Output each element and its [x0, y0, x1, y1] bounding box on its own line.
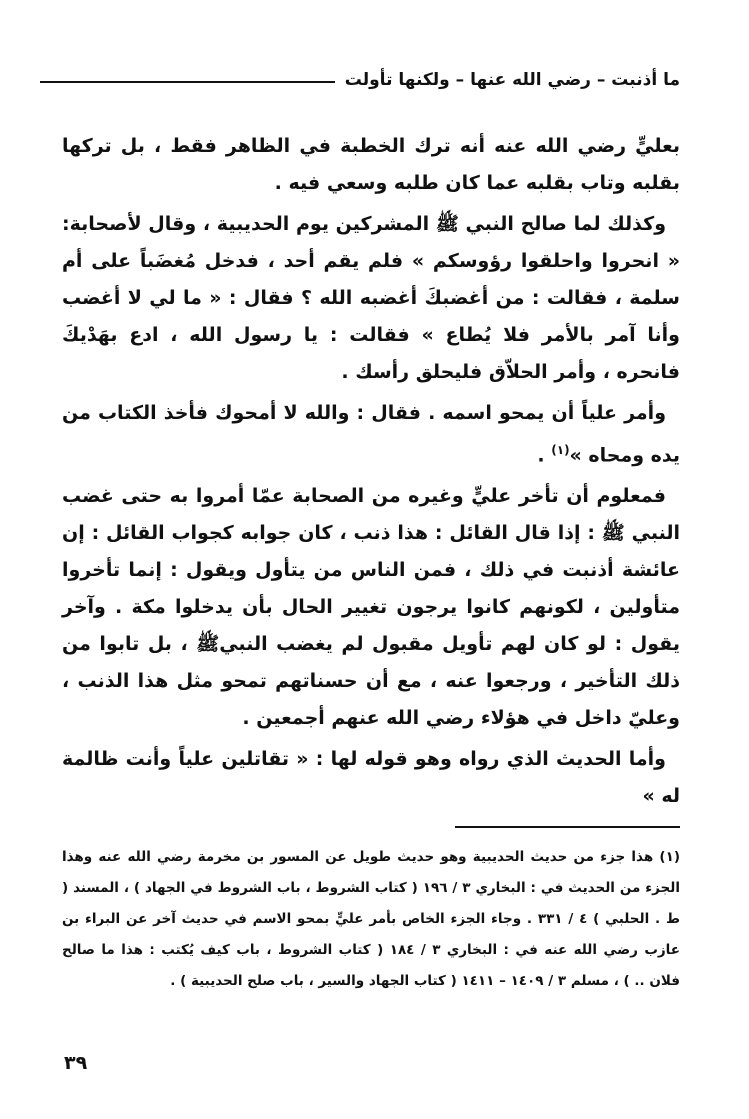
footnote-reference[interactable]: (١)	[551, 443, 570, 457]
main-text	[62, 128, 680, 819]
footnote-separator	[455, 826, 680, 828]
paragraph-4: فمعلوم أن تأخر عليٍّ وغيره من الصحابة عمّا أمروا به حتى غضب النبي ﷺ : إذا قال القائل : هذا ذنب ، كان جوابه كجواب القائل : إن عائشة أذنبت في ذلك ، فمن الناس من يتأول ويقول : إنما تأخروا متأولين ، لكونهم كانوا يرجون تغيير الحال بأن يدخلوا مكة . وآخر يقول : لو كان لهم تأويل مقبول لم يغضب النبيﷺ ، بل تابوا من ذلك التأخير ، ورجعوا عنه ، مع أن حسناتهم تمحو مثل هذا الذنب ، وعليّ داخل في هؤلاء رضي الله عنهم أجمعين .	[62, 485, 680, 730]
footnote: (١) هذا جزء من حديث الحديبية وهو حديث طويل عن المسور بن مخرمة رضي الله عنه وهذا الجزء من الحديث في : البخاري ٣ / ١٩٦ ( كتاب الشروط ، باب الشروط في الجهاد ) ، المسند ( ط . الحلبي ) ٤ / ٣٣١ . وجاء الجزء الخاص بأمر عليٍّ بمحو الاسم في حديث آخر عن البراء بن عازب رضي الله عنه في : البخاري ٣ / ١٨٤ ( كتاب الشروط ، باب كيف يُكتب : هذا ما صالح فلان .. ) ، مسلم ٣ / ١٤٠٩ – ١٤١١ ( كتاب الجهاد والسير ، باب صلح الحديبية ) .	[62, 849, 680, 989]
paragraph-2: وكذلك لما صالح النبي ﷺ المشركين يوم الحديبية ، وقال لأصحابة: « انحروا واحلقوا رؤوسكم » فلم يقم أحد ، فدخل مُغضَباً على أم سلمة ، فقالت : من أغضبكَ أغضبه الله ؟ فقال : « ما لي لا أغضب وأنا آمر بالأمر فلا يُطاع » فقالت : يا رسول الله ، ادع بهَدْيكَ فانحره ، وأمر الحلاّق فليحلق رأسك .	[62, 213, 680, 383]
paragraph-5: وأما الحديث الذي رواه وهو قوله لها : « تقاتلين علياً وأنت ظالمة له »	[62, 748, 680, 808]
paragraph-3	[62, 395, 680, 474]
paragraph-3-end: .	[537, 444, 552, 467]
paragraph-1: بعليٍّ رضي الله عنه أنه ترك الخطبة في الظاهر فقط ، بل تركها بقلبه وتاب بقلبه عما كان طلبه وسعي فيه .	[62, 135, 680, 194]
running-title: ما أذنبت – رضي الله عنها – ولكنها تأولت	[344, 70, 680, 90]
page-number: ٣٩	[64, 1052, 88, 1074]
header-rule	[40, 81, 335, 83]
paragraph-3-text: وأمر علياً أن يمحو اسمه . فقال : والله لا أمحوك فأخذ الكتاب من يده ومحاه »	[62, 402, 680, 467]
running-header	[40, 64, 680, 90]
